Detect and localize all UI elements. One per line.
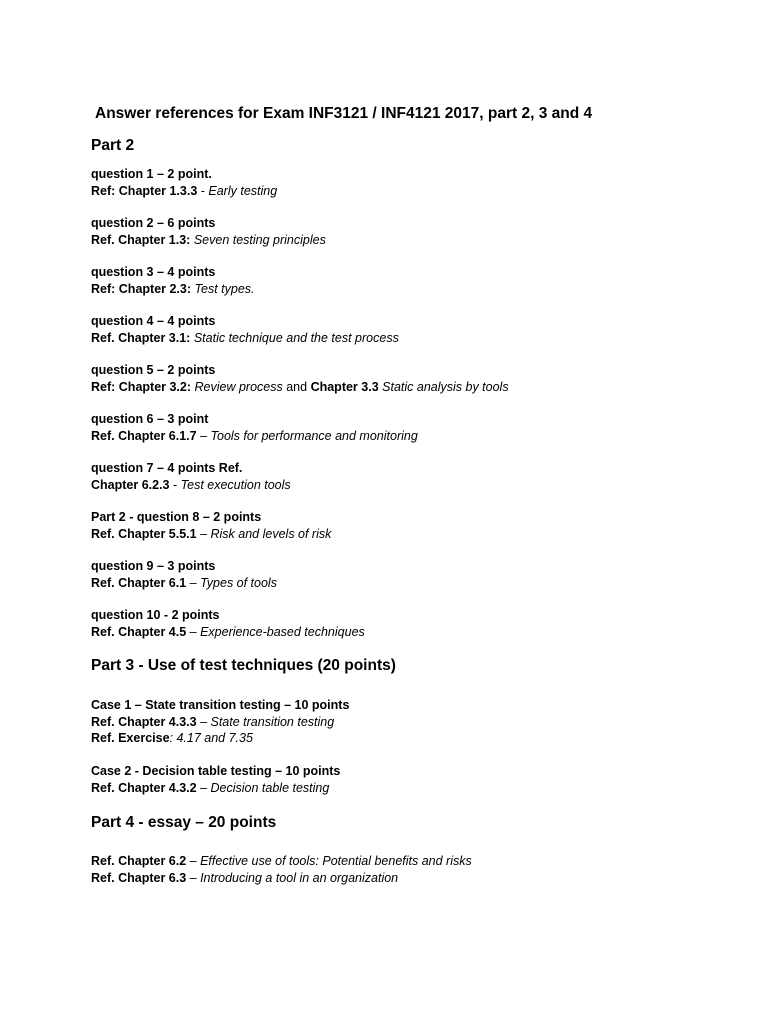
reference-separator: – [186, 575, 201, 590]
chapter-reference [91, 526, 331, 543]
reference-topic: Types of tools [200, 575, 277, 590]
exercise-label: Ref. Exercise [91, 731, 170, 745]
chapter-reference [91, 330, 399, 347]
document-title: Answer references for Exam INF3121 / INF4121 2017, part 2, 3 and 4 [95, 105, 593, 122]
reference-label: Ref. Chapter 4.3.2 [91, 780, 197, 795]
chapter-reference [91, 428, 418, 445]
reference-separator: – [196, 526, 211, 541]
question-9-entry [91, 558, 277, 591]
reference-topic: Tools for performance and monitoring [210, 428, 418, 443]
reference-topic: Test types. [194, 281, 255, 296]
question-7-entry [91, 460, 291, 493]
reference-separator: – [186, 624, 201, 639]
part-2-heading: Part 2 [91, 137, 135, 154]
reference-topic: Experience-based techniques [200, 624, 365, 639]
chapter-reference [91, 281, 255, 298]
reference-topic: Test execution tools [180, 477, 291, 492]
case-points: Case 1 – State transition testing – 10 points [91, 698, 350, 712]
question-points: question 9 – 3 points [91, 559, 216, 573]
chapter-reference [91, 575, 277, 592]
reference-label: Ref. Chapter 6.3 [91, 870, 187, 885]
question-points: question 10 - 2 points [91, 608, 220, 622]
reference-topic: Decision table testing [210, 780, 330, 795]
chapter-reference [91, 780, 340, 797]
question-8-entry [91, 509, 331, 542]
question-points: question 1 – 2 point. [91, 167, 212, 181]
case-2-entry [91, 763, 340, 796]
question-points: question 4 – 4 points [91, 314, 216, 328]
reference-topic: Early testing [208, 183, 278, 198]
exercise-reference [91, 730, 349, 747]
reference-separator: - [197, 183, 209, 198]
question-points: question 2 – 6 points [91, 216, 216, 230]
reference-label: Ref. Chapter 3.1: [91, 330, 191, 345]
reference-label: Ref: Chapter 2.3: [91, 281, 192, 296]
reference-separator: – [186, 870, 201, 885]
chapter-reference [91, 714, 349, 731]
question-2-entry [91, 215, 326, 248]
case-1-entry [91, 697, 349, 747]
part-3-heading: Part 3 - Use of test techniques (20 points) [91, 657, 396, 674]
case-points: Case 2 - Decision table testing – 10 points [91, 764, 341, 778]
reference-label: Ref. Chapter 4.3.3 [91, 714, 197, 729]
reference-label-2: Chapter 3.3 [310, 379, 379, 394]
exercise-numbers: : 4.17 and 7.35 [169, 731, 253, 745]
reference-separator: - [169, 477, 181, 492]
reference-separator: – [196, 714, 211, 729]
chapter-reference [91, 624, 365, 641]
reference-topic: Risk and levels of risk [210, 526, 332, 541]
reference-topic-2: Static analysis by tools [378, 379, 509, 394]
reference-separator: – [196, 780, 211, 795]
chapter-reference [91, 379, 509, 396]
question-points: question 6 – 3 point [91, 412, 209, 426]
reference-separator: – [196, 428, 211, 443]
question-3-entry [91, 264, 255, 297]
reference-label: Ref: Chapter 1.3.3 [91, 183, 198, 198]
reference-topic: Static technique and the test process [193, 330, 399, 345]
reference-topic: Seven testing principles [193, 232, 326, 247]
reference-conjunction: and [282, 379, 311, 394]
reference-topic: Effective use of tools: Potential benefits and risks [200, 854, 472, 868]
reference-label: Ref. Chapter 6.2 [91, 854, 187, 868]
question-4-entry [91, 313, 399, 346]
chapter-reference [91, 477, 291, 494]
question-6-entry [91, 411, 418, 444]
reference-label: Chapter 6.2.3 [91, 477, 170, 492]
reference-topic: Review process [194, 379, 283, 394]
chapter-reference [91, 232, 326, 249]
question-5-entry [91, 362, 509, 395]
reference-label: Ref. Chapter 4.5 [91, 624, 187, 639]
reference-topic: Introducing a tool in an organization [200, 870, 399, 885]
question-10-entry [91, 607, 365, 640]
question-points: question 3 – 4 points [91, 265, 216, 279]
reference-separator: – [186, 854, 201, 868]
question-points: question 5 – 2 points [91, 363, 216, 377]
chapter-reference [91, 853, 472, 870]
question-points: Part 2 - question 8 – 2 points [91, 510, 262, 524]
reference-label: Ref. Chapter 5.5.1 [91, 526, 197, 541]
question-points: question 7 – 4 points Ref. [91, 461, 243, 475]
question-1-entry [91, 166, 277, 199]
chapter-reference [91, 870, 472, 887]
reference-topic: State transition testing [210, 714, 335, 729]
essay-references [91, 853, 472, 886]
chapter-reference [91, 183, 277, 200]
reference-label: Ref: Chapter 3.2: [91, 379, 192, 394]
reference-label: Ref. Chapter 6.1 [91, 575, 187, 590]
part-4-heading: Part 4 - essay – 20 points [91, 814, 277, 831]
reference-label: Ref. Chapter 1.3: [91, 232, 191, 247]
reference-label: Ref. Chapter 6.1.7 [91, 428, 197, 443]
